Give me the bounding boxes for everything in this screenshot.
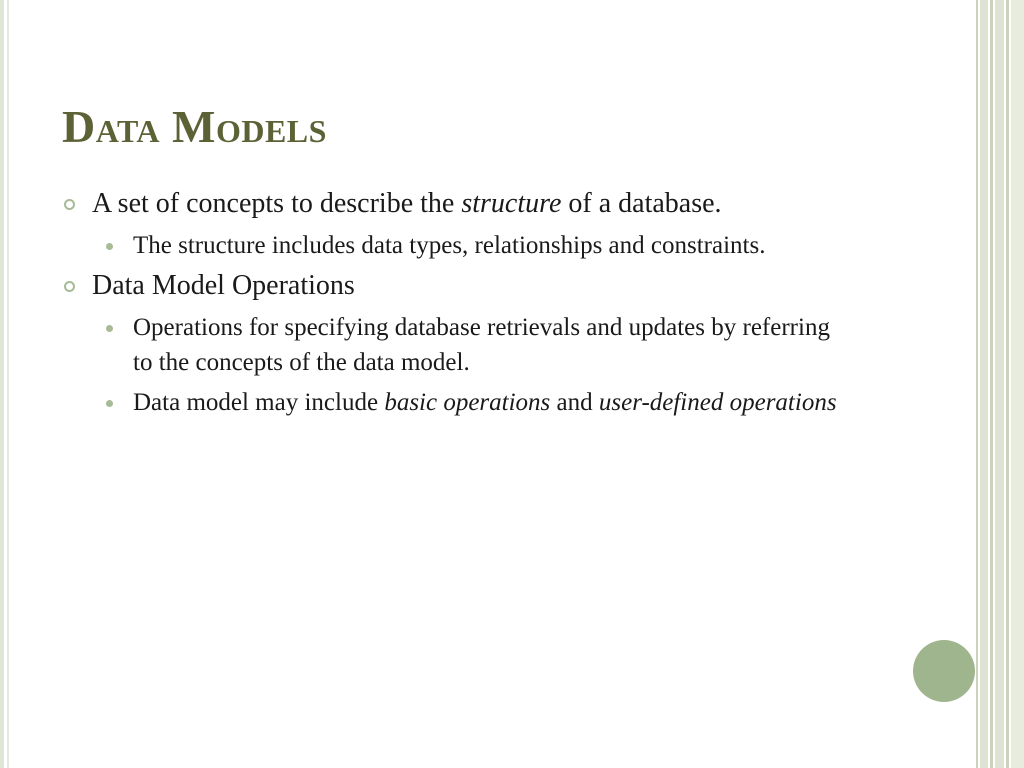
hollow-bullet-icon	[64, 281, 75, 292]
left-border-decoration	[0, 0, 10, 768]
bullet-text: Data model may include basic operations and user-defined operations	[133, 389, 837, 416]
slide-title: Data Models	[62, 101, 327, 152]
bullet-text: A set of concepts to describe the structure of a database.	[92, 188, 722, 219]
accent-circle	[913, 640, 975, 702]
bullet-level1	[62, 186, 912, 222]
bullet-text: Data Model Operations	[92, 270, 355, 301]
bullet-level1	[62, 268, 912, 304]
bullet-text: Operations for specifying database retrievals and updates by referring to the concepts of the data model.	[133, 314, 830, 376]
bullet-level2	[62, 228, 843, 263]
hollow-bullet-icon	[64, 199, 75, 210]
filled-bullet-icon	[106, 400, 113, 407]
bullet-level2	[62, 385, 843, 420]
slide-content	[62, 186, 912, 425]
filled-bullet-icon	[106, 243, 113, 250]
bullet-text: The structure includes data types, relationships and constraints.	[133, 232, 766, 259]
filled-bullet-icon	[106, 325, 113, 332]
right-border-decoration	[976, 0, 1024, 768]
bullet-level2	[62, 310, 843, 380]
